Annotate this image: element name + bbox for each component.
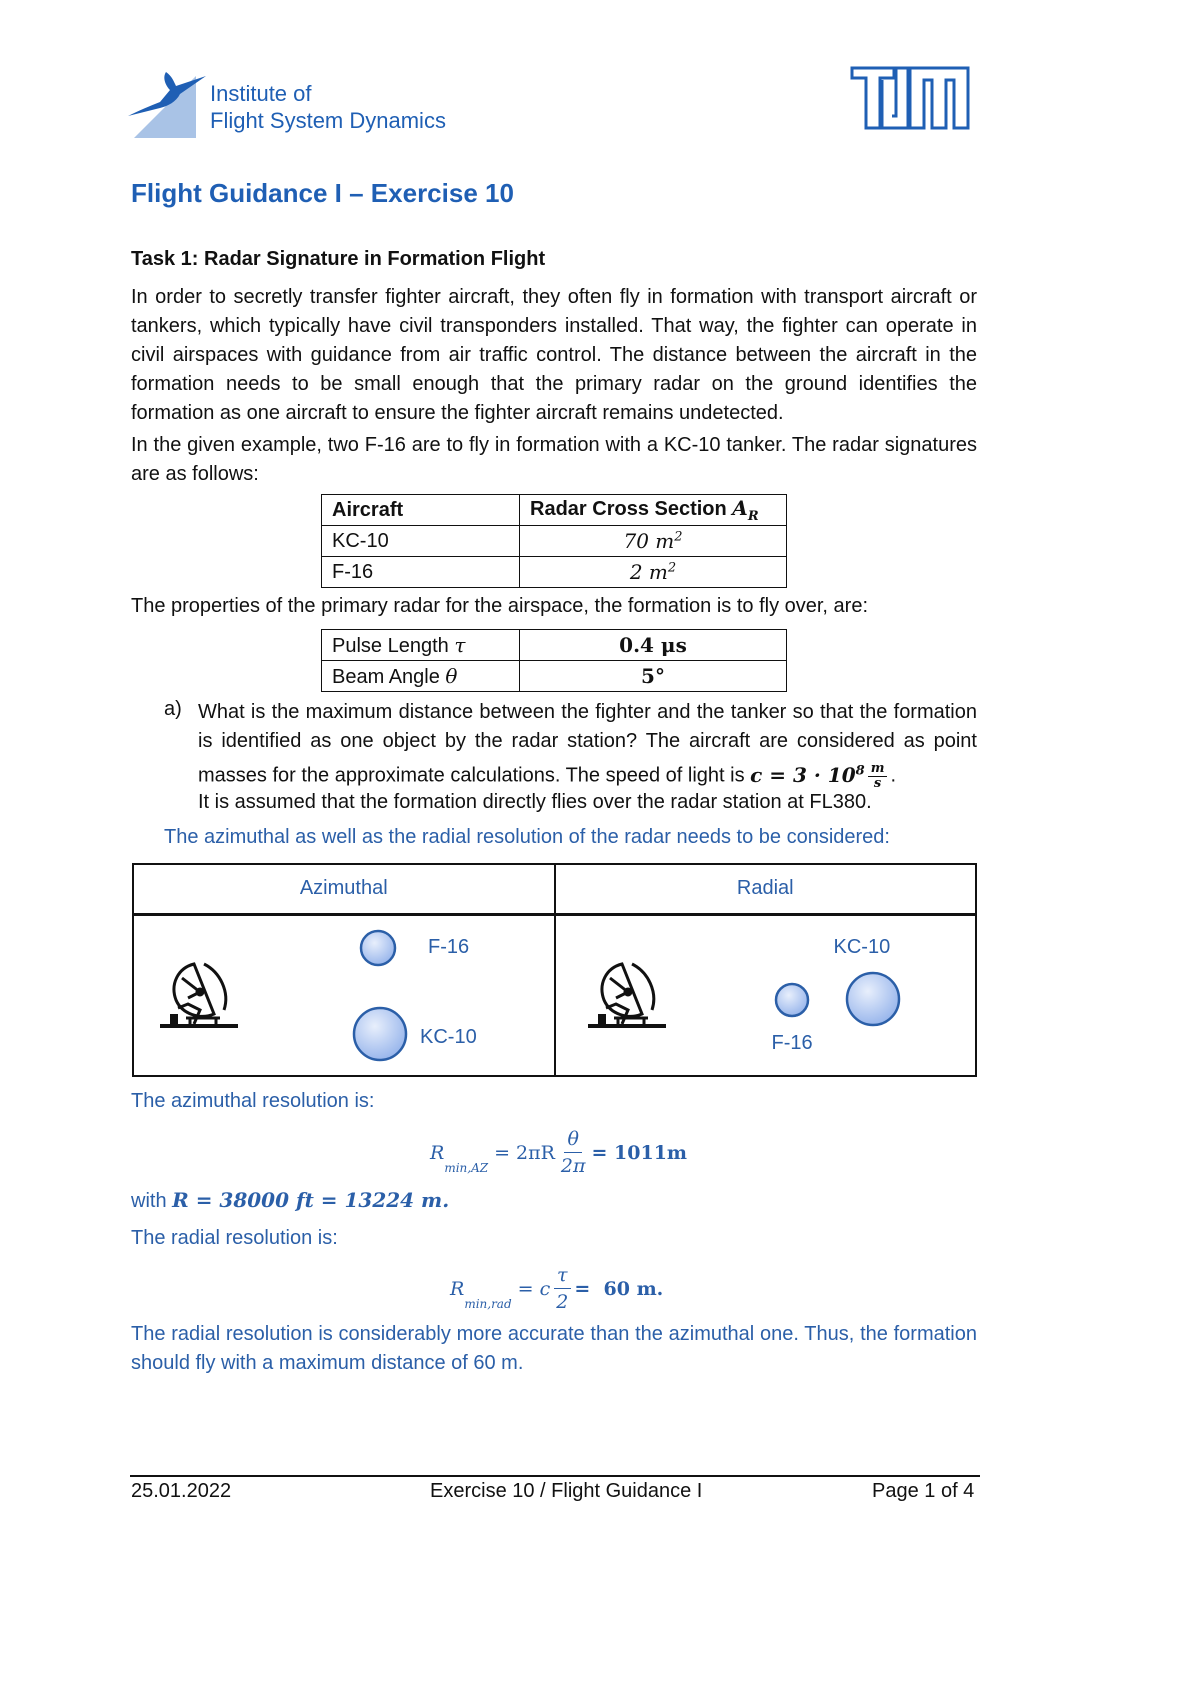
figure-radial-cell [555,914,977,1076]
value-exponent: 2 [667,559,677,575]
label-kc10-radial: KC-10 [833,935,891,958]
table-cell-label [322,630,520,661]
table-header-row [322,495,787,526]
az-lhs-sub: min,AZ [444,1161,489,1175]
label-f16-azimuthal: F-16 [428,935,470,958]
value-text: 2 m [629,559,668,584]
radar-properties-table [321,629,787,692]
rad-lhs-sub: min,rad [464,1297,512,1311]
value-text: 70 m [623,528,675,553]
az-lhs: R [430,1141,445,1164]
property-symbol: θ [445,663,458,688]
az-fraction [558,1126,589,1179]
figure-body-row [133,914,976,1076]
radar-antenna-icon [588,958,668,1036]
resolution-figure [132,863,977,1077]
table-row [322,557,787,588]
f16-azimuthal-circle-icon [358,928,398,968]
question-a-text: What is the maximum distance between the fighter and the tanker so that the formation is identified as one object by the radar station? The aircraft are considered as point masses for the approximate calculations. The speed of light is $c = 3 \cdot 10^8$ $\frac{m}{s}$ . [198,701,977,791]
tum-logo [850,66,970,130]
institute-name-line1: Institute of [210,81,312,106]
table-row [322,630,787,661]
table-header-aircraft: Aircraft [322,495,520,526]
page-title: Flight Guidance I – Exercise 10 [131,178,514,208]
radial-formula [450,1262,663,1315]
c-formula: c = 3 · 10 [750,762,856,787]
question-a-marker: a) [164,698,182,720]
az-mid: = 2πR [494,1141,555,1164]
rad-frac-den: 2 [556,1291,569,1313]
c-unit [868,762,888,791]
footer-center: Exercise 10 / Flight Guidance I [430,1480,703,1502]
property-label: Pulse Length [332,634,455,657]
label-f16-radial: F-16 [771,1031,813,1054]
c-unit-den: s [873,775,882,791]
rcs-symbol: A [732,496,748,520]
figure-header-azimuthal: Azimuthal [133,864,555,914]
rad-lhs: R [450,1277,465,1300]
radar-signature-table [321,494,787,588]
task-paragraph-1: In order to secretly transfer fighter aircraft, they often fly in formation with transport aircraft or tankers, which typically have civil transponders installed. That way, the fighter can operate in civil airspaces with guidance from air traffic control. The distance between the aircraft in the formation needs to be small enough that the primary radar on the ground identifies the formation as one aircraft to ensure the fighter aircraft remains undetected. [131,286,977,424]
footer-date: 25.01.2022 [131,1480,232,1502]
table-header-rcs [520,495,787,526]
table-cell-value: 5° [520,661,787,692]
radial-text: The radial resolution is: [131,1227,338,1249]
question-a-body: What is the maximum distance between the fighter and the tanker so that the formation is identified as one object by the radar station? The aircraft are considered as point masses for the approximate calculations. The speed of light is [198,701,977,787]
institute-name-line2: Flight System Dynamics [210,108,446,133]
task-paragraph-2: In the given example, two F-16 are to fly in formation with a KC-10 tanker. The radar signatures are as follows: [131,434,977,485]
table-cell-value [520,526,787,557]
rcs-subscript: R [747,509,759,524]
task-paragraph-3: The properties of the primary radar for the airspace, the formation is to fly over, are: [131,595,869,617]
c-exponent: 8 [855,763,865,778]
property-symbol: τ [454,632,466,657]
table-cell-aircraft: F-16 [322,557,520,588]
figure-header-row [133,864,976,914]
f16-radial-circle-icon [772,980,812,1020]
solution-intro: The azimuthal as well as the radial resolution of the radar needs to be considered: [164,826,890,848]
kc10-radial-circle-icon [842,968,904,1030]
rcs-header-label: Radar Cross Section [530,498,733,520]
task-heading: Task 1: Radar Signature in Formation Flight [131,248,546,270]
rad-result: = 60 m. [574,1277,664,1300]
figure-header-radial: Radial [555,864,977,914]
speed-of-light-formula [750,760,890,791]
with-formula: R = 38000 ft = 13224 m. [172,1188,450,1212]
rad-mid: = c [517,1277,551,1300]
kc10-azimuthal-circle-icon [350,1004,410,1064]
azimuthal-text: The azimuthal resolution is: [131,1090,375,1112]
value-exponent: 2 [674,528,683,544]
question-a-text-2: It is assumed that the formation directly flies over the radar station at FL380. [198,791,872,813]
azimuthal-formula [430,1126,687,1179]
rad-frac-num: τ [554,1262,571,1289]
table-cell-label [322,661,520,692]
c-unit-num: m [868,762,888,777]
table-row [322,526,787,557]
table-cell-aircraft: KC-10 [322,526,520,557]
label-kc10-azimuthal: KC-10 [420,1025,477,1048]
az-frac-den: 2π [560,1155,586,1177]
az-frac-num: θ [564,1126,581,1153]
rad-fraction [553,1262,571,1315]
tum-logo-icon [850,66,970,130]
figure-azimuthal-cell [133,914,555,1076]
table-cell-value: 0.4 μs [520,630,787,661]
with-line [131,1188,449,1213]
table-row [322,661,787,692]
footer-divider [130,1475,980,1477]
conclusion-text: The radial resolution is considerably more accurate than the azimuthal one. Thus, the formation should fly with a maximum distance of 60 m. [131,1323,977,1374]
radar-antenna-icon [160,958,240,1036]
az-result: = 1011m [591,1141,688,1164]
table-cell-value [520,557,787,588]
institute-logo [126,66,206,140]
with-text: with [131,1190,173,1212]
property-label: Beam Angle [332,665,446,688]
footer-page: Page 1 of 4 [872,1480,975,1502]
bird-logo-icon [126,66,206,140]
